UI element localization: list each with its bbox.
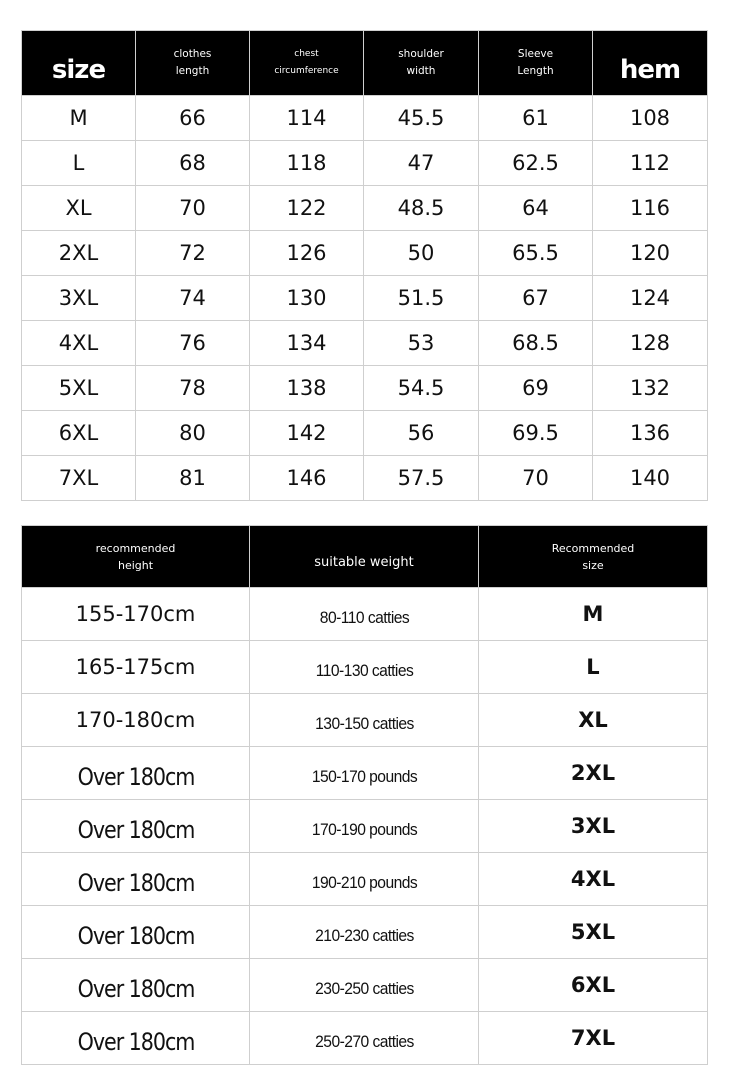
cell-clothes-length: 74 bbox=[136, 276, 250, 321]
cell-recommended-weight: 170-190 pounds bbox=[259, 800, 470, 853]
recommendation-row bbox=[22, 588, 708, 641]
cell-size: 5XL bbox=[22, 366, 136, 411]
recommendation-header-row bbox=[22, 526, 708, 588]
cell-sleeve: 61 bbox=[479, 96, 593, 141]
cell-recommended-height: Over 180cm bbox=[37, 853, 233, 906]
recommendation-row bbox=[22, 906, 708, 959]
cell-recommended-weight: 130-150 catties bbox=[259, 694, 470, 747]
recommendation-row bbox=[22, 1012, 708, 1065]
cell-shoulder: 53 bbox=[364, 321, 479, 366]
header-hem: hem bbox=[593, 31, 708, 96]
cell-chest: 122 bbox=[250, 186, 364, 231]
cell-recommended-size: 5XL bbox=[479, 906, 708, 959]
cell-sleeve: 62.5 bbox=[479, 141, 593, 186]
cell-size: M bbox=[22, 96, 136, 141]
cell-hem: 112 bbox=[593, 141, 708, 186]
cell-shoulder: 56 bbox=[364, 411, 479, 456]
header-chest-circumference: chest circumference bbox=[250, 31, 364, 96]
size-chart-row bbox=[22, 96, 708, 141]
cell-shoulder: 47 bbox=[364, 141, 479, 186]
size-chart-header-row bbox=[22, 31, 708, 96]
cell-size: XL bbox=[22, 186, 136, 231]
cell-recommended-height: Over 180cm bbox=[37, 906, 233, 959]
cell-sleeve: 65.5 bbox=[479, 231, 593, 276]
cell-chest: 134 bbox=[250, 321, 364, 366]
size-chart-row bbox=[22, 141, 708, 186]
cell-clothes-length: 80 bbox=[136, 411, 250, 456]
cell-recommended-size: XL bbox=[479, 694, 708, 747]
cell-sleeve: 68.5 bbox=[479, 321, 593, 366]
cell-chest: 126 bbox=[250, 231, 364, 276]
cell-shoulder: 50 bbox=[364, 231, 479, 276]
cell-hem: 128 bbox=[593, 321, 708, 366]
cell-hem: 116 bbox=[593, 186, 708, 231]
size-chart-row bbox=[22, 456, 708, 501]
size-chart-table bbox=[21, 30, 708, 501]
cell-recommended-size: 7XL bbox=[479, 1012, 708, 1065]
cell-sleeve: 70 bbox=[479, 456, 593, 501]
cell-recommended-weight: 250-270 catties bbox=[259, 1012, 470, 1065]
cell-hem: 124 bbox=[593, 276, 708, 321]
cell-shoulder: 57.5 bbox=[364, 456, 479, 501]
cell-size: 3XL bbox=[22, 276, 136, 321]
cell-hem: 136 bbox=[593, 411, 708, 456]
recommendation-row bbox=[22, 641, 708, 694]
recommendation-chart-table bbox=[21, 525, 708, 1065]
cell-shoulder: 51.5 bbox=[364, 276, 479, 321]
recommendation-row bbox=[22, 747, 708, 800]
size-chart-row bbox=[22, 321, 708, 366]
cell-chest: 118 bbox=[250, 141, 364, 186]
cell-hem: 120 bbox=[593, 231, 708, 276]
cell-clothes-length: 78 bbox=[136, 366, 250, 411]
cell-recommended-size: 4XL bbox=[479, 853, 708, 906]
cell-recommended-size: 6XL bbox=[479, 959, 708, 1012]
header-recommended-size: Recommended size bbox=[479, 526, 708, 588]
cell-recommended-weight: 210-230 catties bbox=[259, 906, 470, 959]
cell-shoulder: 54.5 bbox=[364, 366, 479, 411]
cell-recommended-weight: 230-250 catties bbox=[259, 959, 470, 1012]
cell-chest: 114 bbox=[250, 96, 364, 141]
cell-hem: 108 bbox=[593, 96, 708, 141]
cell-sleeve: 67 bbox=[479, 276, 593, 321]
cell-recommended-size: 2XL bbox=[479, 747, 708, 800]
cell-hem: 132 bbox=[593, 366, 708, 411]
cell-sleeve: 64 bbox=[479, 186, 593, 231]
cell-clothes-length: 70 bbox=[136, 186, 250, 231]
cell-sleeve: 69 bbox=[479, 366, 593, 411]
cell-recommended-weight: 80-110 catties bbox=[259, 588, 470, 641]
size-chart-row bbox=[22, 276, 708, 321]
header-shoulder-width: shoulder width bbox=[364, 31, 479, 96]
cell-size: 2XL bbox=[22, 231, 136, 276]
cell-size: 4XL bbox=[22, 321, 136, 366]
cell-recommended-weight: 150-170 pounds bbox=[259, 747, 470, 800]
cell-recommended-height: Over 180cm bbox=[37, 747, 233, 800]
cell-recommended-height: Over 180cm bbox=[37, 959, 233, 1012]
cell-size: 7XL bbox=[22, 456, 136, 501]
cell-recommended-weight: 110-130 catties bbox=[259, 641, 470, 694]
cell-recommended-height: 155-170cm bbox=[22, 588, 250, 641]
recommendation-row bbox=[22, 800, 708, 853]
header-recommended-height: recommended height bbox=[22, 526, 250, 588]
cell-size: 6XL bbox=[22, 411, 136, 456]
size-chart-row bbox=[22, 366, 708, 411]
cell-shoulder: 45.5 bbox=[364, 96, 479, 141]
cell-shoulder: 48.5 bbox=[364, 186, 479, 231]
recommendation-row bbox=[22, 694, 708, 747]
cell-hem: 140 bbox=[593, 456, 708, 501]
cell-chest: 130 bbox=[250, 276, 364, 321]
size-chart-row bbox=[22, 411, 708, 456]
header-clothes-length: clothes length bbox=[136, 31, 250, 96]
cell-recommended-weight: 190-210 pounds bbox=[259, 853, 470, 906]
cell-clothes-length: 68 bbox=[136, 141, 250, 186]
header-sleeve-length: Sleeve Length bbox=[479, 31, 593, 96]
cell-clothes-length: 72 bbox=[136, 231, 250, 276]
cell-clothes-length: 66 bbox=[136, 96, 250, 141]
header-size: size bbox=[22, 31, 136, 96]
cell-clothes-length: 76 bbox=[136, 321, 250, 366]
recommendation-row bbox=[22, 853, 708, 906]
cell-size: L bbox=[22, 141, 136, 186]
cell-chest: 146 bbox=[250, 456, 364, 501]
header-suitable-weight: suitable weight bbox=[250, 526, 479, 588]
cell-recommended-height: 170-180cm bbox=[22, 694, 250, 747]
recommendation-row bbox=[22, 959, 708, 1012]
cell-clothes-length: 81 bbox=[136, 456, 250, 501]
size-chart-row bbox=[22, 186, 708, 231]
cell-sleeve: 69.5 bbox=[479, 411, 593, 456]
cell-recommended-size: L bbox=[479, 641, 708, 694]
cell-recommended-height: 165-175cm bbox=[22, 641, 250, 694]
cell-recommended-size: 3XL bbox=[479, 800, 708, 853]
size-chart-row bbox=[22, 231, 708, 276]
cell-chest: 138 bbox=[250, 366, 364, 411]
cell-recommended-size: M bbox=[479, 588, 708, 641]
cell-recommended-height: Over 180cm bbox=[37, 1012, 233, 1065]
cell-chest: 142 bbox=[250, 411, 364, 456]
cell-recommended-height: Over 180cm bbox=[37, 800, 233, 853]
